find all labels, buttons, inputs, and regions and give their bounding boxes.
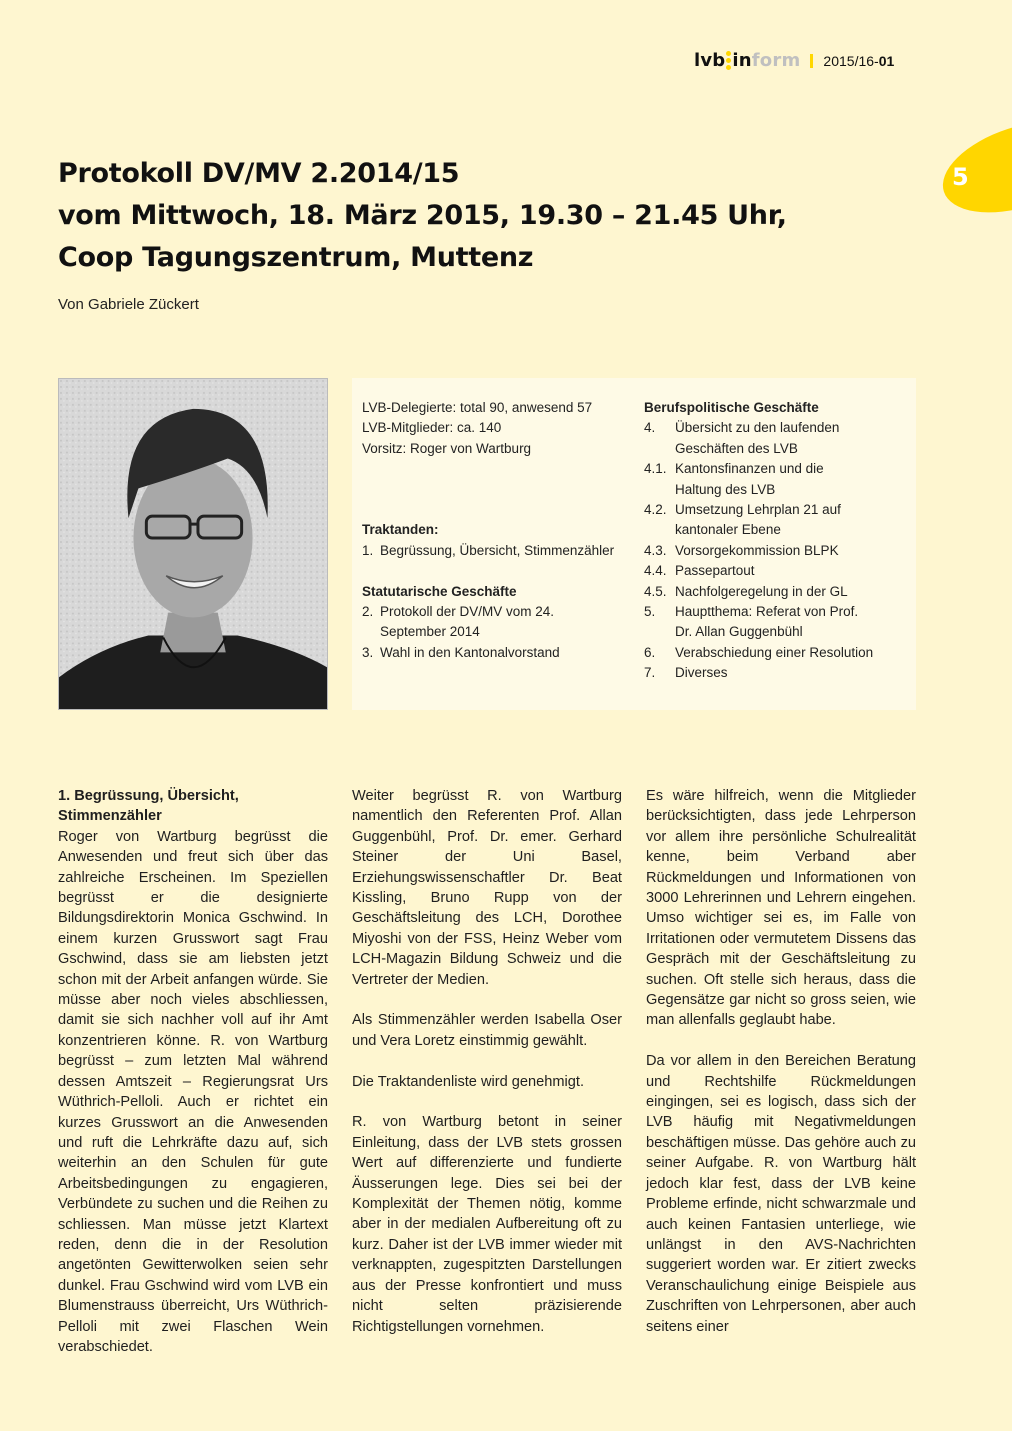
page-number-badge xyxy=(932,104,1012,230)
body-column-1 xyxy=(58,786,328,1378)
agenda-item xyxy=(644,582,914,602)
agenda-item-text: Begrüssung, Übersicht, Stimmenzähler xyxy=(380,542,615,558)
agenda-item-text: Wahl in den Kantonalvorstand xyxy=(380,644,560,660)
agenda-item xyxy=(644,500,914,541)
page-number: 5 xyxy=(952,163,969,191)
paragraph: R. von Wartburg betont in seiner Einleitung, dass der LVB stets grossen Wert auf differenzierte und fundierte Äusserungen lege. Dies sei bei der Komplexität der Themen nötig, komme aber in der medialen Aufbereitung oft zu kurz. Daher ist der LVB immer wieder mit verknappten, zugespitzten Darstellungen aus der Presse konfrontiert und muss nicht selten präzisierende Richtigstellungen vornehmen. xyxy=(352,1114,622,1335)
agenda-item-text: Hauptthema: Referat von Prof. Dr. Allan Guggenbühl xyxy=(675,604,859,640)
title-line-3: Coop Tagungszentrum, Muttenz xyxy=(58,242,534,273)
paragraph: Als Stimmenzähler werden Isabella Oser und Vera Loretz einstimmig gewählt. xyxy=(352,1012,622,1049)
agenda-item-number: 6. xyxy=(644,644,656,660)
agenda-item-number: 4. xyxy=(644,420,656,436)
lvb-inform-logo xyxy=(694,50,800,71)
agenda-item xyxy=(362,643,632,663)
header-separator xyxy=(810,54,813,68)
author-photo xyxy=(58,378,328,710)
agenda-item xyxy=(644,459,914,500)
members-count: LVB-Mitglieder: ca. 140 xyxy=(362,420,502,436)
portrait-image xyxy=(59,379,327,709)
agenda-item-text: Nachfolgeregelung in der GL xyxy=(675,583,848,599)
agenda-item-number: 5. xyxy=(644,604,656,620)
paragraph: Die Traktandenliste wird genehmigt. xyxy=(352,1073,584,1090)
section-heading: 1. Begrüssung, Übersicht, Stimmenzähler xyxy=(58,788,239,825)
chair: Vorsitz: Roger von Wartburg xyxy=(362,440,532,456)
agenda-item xyxy=(644,418,914,459)
agenda-item-text: Kantonsfinanzen und die Haltung des LVB xyxy=(675,461,824,497)
body-column-2 xyxy=(352,786,622,1357)
traktanden-heading: Traktanden: xyxy=(362,522,439,538)
info-right-column xyxy=(644,398,914,684)
agenda-item-text: Übersicht zu den laufenden Geschäften des LVB xyxy=(675,420,840,456)
logo-dots-icon xyxy=(726,51,731,70)
logo-lvb-text: lvb xyxy=(694,50,726,71)
issue-number xyxy=(823,53,894,69)
agenda-item xyxy=(644,561,914,581)
paragraph: Da vor allem in den Bereichen Beratung und Rechtshilfe Rückmeldungen eingingen, sei es logisch, dass sich der LVB häufig mit Negativmeldungen beschäftigen müsse. Das gehöre auch zu seiner Aufgabe. R. von Wartburg hält jedoch klar fest, dass der LVB keine Probleme erfinde, nicht schwarzmale und auch keinen Fantasien unterliege, wie unlängst in den AVS-Nachrichten suggeriert worden war. Er zitiert zwecks Veranschaulichung einige Beispiele aus Zuschriften von Lehrpersonen, aber auch seitens einer xyxy=(646,1053,916,1335)
author-byline: Von Gabriele Zückert xyxy=(58,296,199,313)
agenda-item xyxy=(644,663,914,683)
issue-suffix: 01 xyxy=(878,52,895,69)
issue-prefix: 2015/16- xyxy=(823,52,879,69)
page-header xyxy=(694,50,894,71)
info-left-column xyxy=(362,398,632,663)
paragraph: Weiter begrüsst R. von Wartburg namentlich den Referenten Prof. Allan Guggenbühl, Prof. Dr. emer. Gerhard Steiner der Uni Basel, Erziehungswissenschaftler Dr. Beat Kissling, Bruno Rupp von der Geschäftsleitung des LCH, Dorothee Miyoshi von der FSS, Heinz Weber vom LCH-Magazin Bildung Schweiz und die Vertreter der Medien. xyxy=(352,788,622,988)
title-line-2: vom Mittwoch, 18. März 2015, 19.30 – 21.45 Uhr, xyxy=(58,200,787,231)
agenda-item-text: Umsetzung Lehrplan 21 auf kantonaler Ebene xyxy=(675,502,841,538)
agenda-item-number: 4.3. xyxy=(644,542,667,558)
page-title xyxy=(58,153,787,279)
paragraph: Es wäre hilfreich, wenn die Mitglieder berücksichtigten, dass jede Lehrperson vor allem ihre persönliche Schulrealität kenne, beim Verband aber Rückmeldungen und Informationen von 3000 Lehrerinnen und Lehrern eingehen. Umso wichtiger sei es, im Falle von Irritationen oder vermutetem Dissens das Gespräch mit der Geschäftsleitung zu suchen. Oft stelle sich heraus, dass die Gegensätze gar nicht so gross seien, wie man allenfalls geglaubt habe. xyxy=(646,788,916,1029)
agenda-item-text: Verabschiedung einer Resolution xyxy=(675,644,874,660)
statutarische-heading: Statutarische Geschäfte xyxy=(362,583,517,599)
agenda-item-number: 3. xyxy=(362,644,374,660)
agenda-item-number: 4.4. xyxy=(644,563,667,579)
meeting-info-box xyxy=(352,378,916,710)
logo-form-text: form xyxy=(751,50,801,71)
agenda-item-text: Vorsorgekommission BLPK xyxy=(675,542,839,558)
agenda-item-number: 2. xyxy=(362,604,374,619)
paragraph: Roger von Wartburg begrüsst die Anwesenden und freut sich über das zahlreiche Erscheinen. Im Speziellen begrüsst er die designierte Bildungsdirektorin Monica Gschwind. In einem kurzen Grusswort sagt Frau Gschwind, dass sie am liebsten jetzt schon mit der Arbeit anfangen würde. Sie müsse aber noch vieles abschliessen, damit sie sich nachher voll auf ihr Amt konzentrieren könne. R. von Wartburg begrüsst – zum letzten Mal während dessen Amtszeit – Regierungsrat Urs Wüthrich-Pelloli. Auch er richtet ein kurzes Grusswort an die Anwesenden und ruft die Lehrkräfte dazu auf, sich weiterhin an den Schulen für gute Arbeitsbedingungen zu engagieren, Verbündete zu suchen und die Reihen zu schliessen. Man müsse jetzt Klartext reden, denn die in der Resolution angetönten Gewitterwolken seien sehr dunkel. Frau Gschwind wird vom LVB ein Blumenstrauss überreicht, Urs Wüthrich-Pelloli mit zwei Flaschen Wein verabschiedet. xyxy=(58,828,328,1355)
agenda-item-text: Protokoll der DV/MV vom 24. September 2014 xyxy=(380,604,555,640)
agenda-item-text: Passepartout xyxy=(675,563,755,579)
delegates-count: LVB-Delegierte: total 90, anwesend 57 xyxy=(362,400,593,415)
agenda-item xyxy=(644,602,914,643)
berufspolitische-heading: Berufspolitische Geschäfte xyxy=(644,400,819,415)
agenda-item-number: 4.1. xyxy=(644,461,667,477)
logo-in-text: in xyxy=(732,50,752,71)
agenda-item xyxy=(362,541,632,561)
agenda-item xyxy=(644,541,914,561)
title-line-1: Protokoll DV/MV 2.2014/15 xyxy=(58,158,460,189)
agenda-item-number: 4.2. xyxy=(644,502,667,518)
body-column-3 xyxy=(646,786,916,1357)
agenda-item xyxy=(644,643,914,663)
agenda-item xyxy=(362,602,632,643)
agenda-item-text: Diverses xyxy=(675,665,728,681)
agenda-item-number: 7. xyxy=(644,665,656,681)
agenda-item-number: 4.5. xyxy=(644,583,667,599)
agenda-item-number: 1. xyxy=(362,542,374,558)
